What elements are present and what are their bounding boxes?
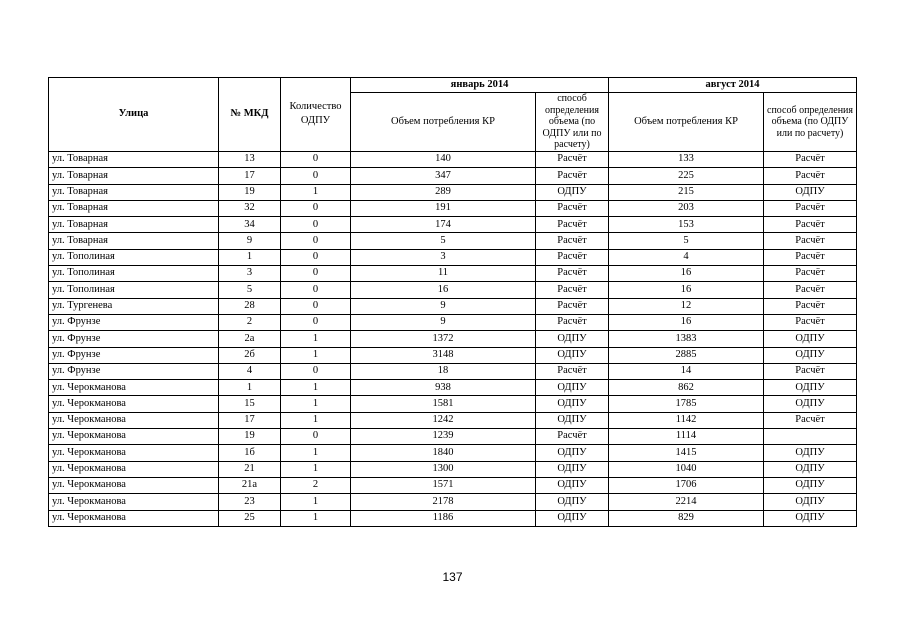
header-volume-january: Объем потребления КР [351,93,536,152]
table-row [49,461,857,477]
volume-august-cell: 2885 [609,347,764,363]
table-row [49,217,857,233]
odpu-count-cell: 1 [281,412,351,428]
method-january-cell: Расчёт [536,249,609,265]
mkd-cell: 1б [219,445,281,461]
table-row [49,412,857,428]
table-row [49,298,857,314]
street-cell: ул. Фрунзе [49,331,219,347]
volume-august-cell: 12 [609,298,764,314]
street-cell: ул. Черокманова [49,494,219,510]
odpu-count-cell: 0 [281,298,351,314]
header-period-january-2014: январь 2014 [351,78,609,93]
table-row [49,233,857,249]
table-row [49,282,857,298]
mkd-cell: 2а [219,331,281,347]
street-cell: ул. Тополиная [49,266,219,282]
mkd-cell: 19 [219,184,281,200]
method-january-cell: ОДПУ [536,445,609,461]
street-cell: ул. Черокманова [49,510,219,526]
method-january-cell: Расчёт [536,314,609,330]
header-period-august-2014: август 2014 [609,78,857,93]
table-row [49,380,857,396]
street-cell: ул. Фрунзе [49,314,219,330]
header-method-august: способ определения объема (по ОДПУ или по расчету) [764,93,857,152]
method-january-cell: ОДПУ [536,494,609,510]
table-row [49,363,857,379]
mkd-cell: 5 [219,282,281,298]
mkd-cell: 1 [219,249,281,265]
mkd-cell: 9 [219,233,281,249]
method-january-cell: ОДПУ [536,347,609,363]
volume-january-cell: 3 [351,249,536,265]
method-august-cell: ОДПУ [764,184,857,200]
volume-january-cell: 1186 [351,510,536,526]
volume-august-cell: 153 [609,217,764,233]
volume-august-cell: 1415 [609,445,764,461]
method-august-cell: ОДПУ [764,461,857,477]
odpu-count-cell: 1 [281,380,351,396]
method-august-cell: ОДПУ [764,331,857,347]
method-january-cell: ОДПУ [536,380,609,396]
method-january-cell: ОДПУ [536,331,609,347]
volume-january-cell: 1581 [351,396,536,412]
table-row [49,200,857,216]
odpu-count-cell: 0 [281,151,351,167]
volume-august-cell: 1785 [609,396,764,412]
odpu-count-cell: 1 [281,510,351,526]
header-odpu-count: Количество ОДПУ [281,78,351,152]
volume-august-cell: 829 [609,510,764,526]
mkd-cell: 13 [219,151,281,167]
table-row [49,347,857,363]
odpu-count-cell: 0 [281,200,351,216]
method-january-cell: ОДПУ [536,461,609,477]
table-row [49,396,857,412]
volume-august-cell: 203 [609,200,764,216]
volume-january-cell: 938 [351,380,536,396]
method-august-cell: Расчёт [764,412,857,428]
method-august-cell: Расчёт [764,363,857,379]
volume-january-cell: 1242 [351,412,536,428]
mkd-cell: 32 [219,200,281,216]
method-january-cell: Расчёт [536,151,609,167]
mkd-cell: 34 [219,217,281,233]
street-cell: ул. Черокманова [49,445,219,461]
volume-august-cell: 1142 [609,412,764,428]
method-january-cell: Расчёт [536,200,609,216]
street-cell: ул. Фрунзе [49,347,219,363]
method-august-cell: Расчёт [764,168,857,184]
mkd-cell: 1 [219,380,281,396]
table-header [49,78,857,152]
volume-august-cell: 16 [609,282,764,298]
mkd-cell: 15 [219,396,281,412]
mkd-cell: 21а [219,477,281,493]
method-august-cell: Расчёт [764,282,857,298]
street-cell: ул. Товарная [49,168,219,184]
volume-august-cell: 16 [609,314,764,330]
street-cell: ул. Черокманова [49,461,219,477]
method-august-cell: Расчёт [764,249,857,265]
odpu-count-cell: 0 [281,314,351,330]
volume-january-cell: 191 [351,200,536,216]
odpu-count-cell: 1 [281,396,351,412]
header-method-january: способ определения объема (по ОДПУ или по расчету) [536,93,609,152]
mkd-cell: 17 [219,412,281,428]
odpu-count-cell: 0 [281,249,351,265]
method-august-cell: Расчёт [764,151,857,167]
volume-january-cell: 9 [351,314,536,330]
volume-january-cell: 140 [351,151,536,167]
method-august-cell: Расчёт [764,298,857,314]
odpu-count-cell: 1 [281,445,351,461]
volume-january-cell: 11 [351,266,536,282]
volume-january-cell: 1571 [351,477,536,493]
method-january-cell: ОДПУ [536,477,609,493]
method-january-cell: Расчёт [536,217,609,233]
method-august-cell: ОДПУ [764,347,857,363]
odpu-count-cell: 1 [281,184,351,200]
street-cell: ул. Черокманова [49,412,219,428]
volume-august-cell: 1114 [609,429,764,445]
method-august-cell: ОДПУ [764,510,857,526]
mkd-cell: 3 [219,266,281,282]
odpu-count-cell: 1 [281,461,351,477]
table-row [49,429,857,445]
table-body [49,151,857,526]
mkd-cell: 25 [219,510,281,526]
method-january-cell: Расчёт [536,298,609,314]
volume-january-cell: 174 [351,217,536,233]
volume-january-cell: 1239 [351,429,536,445]
street-cell: ул. Черокманова [49,380,219,396]
volume-august-cell: 4 [609,249,764,265]
mkd-cell: 2 [219,314,281,330]
street-cell: ул. Тополиная [49,249,219,265]
method-august-cell: Расчёт [764,314,857,330]
consumption-table [48,77,857,527]
table-row [49,510,857,526]
volume-august-cell: 1383 [609,331,764,347]
odpu-count-cell: 2 [281,477,351,493]
mkd-cell: 28 [219,298,281,314]
mkd-cell: 19 [219,429,281,445]
table-row [49,314,857,330]
table-row [49,445,857,461]
odpu-count-cell: 1 [281,331,351,347]
volume-august-cell: 215 [609,184,764,200]
table-row [49,477,857,493]
header-volume-august: Объем потребления КР [609,93,764,152]
method-august-cell: ОДПУ [764,477,857,493]
odpu-count-cell: 1 [281,494,351,510]
method-august-cell: ОДПУ [764,494,857,510]
table-row [49,331,857,347]
header-street: Улица [49,78,219,152]
method-august-cell: ОДПУ [764,396,857,412]
header-mkd: № МКД [219,78,281,152]
volume-january-cell: 9 [351,298,536,314]
volume-august-cell: 133 [609,151,764,167]
method-january-cell: Расчёт [536,233,609,249]
method-january-cell: ОДПУ [536,396,609,412]
table-row [49,494,857,510]
method-january-cell: Расчёт [536,266,609,282]
method-january-cell: Расчёт [536,363,609,379]
volume-august-cell: 1040 [609,461,764,477]
odpu-count-cell: 0 [281,217,351,233]
volume-january-cell: 1300 [351,461,536,477]
volume-august-cell: 5 [609,233,764,249]
method-january-cell: Расчёт [536,168,609,184]
method-august-cell: Расчёт [764,200,857,216]
page-number: 137 [442,570,463,584]
volume-january-cell: 3148 [351,347,536,363]
table-row [49,168,857,184]
street-cell: ул. Товарная [49,151,219,167]
odpu-count-cell: 0 [281,168,351,184]
mkd-cell: 4 [219,363,281,379]
volume-january-cell: 347 [351,168,536,184]
volume-august-cell: 225 [609,168,764,184]
volume-january-cell: 1840 [351,445,536,461]
volume-january-cell: 1372 [351,331,536,347]
volume-january-cell: 2178 [351,494,536,510]
street-cell: ул. Тургенева [49,298,219,314]
table-row [49,266,857,282]
street-cell: ул. Тополиная [49,282,219,298]
volume-august-cell: 862 [609,380,764,396]
odpu-count-cell: 0 [281,233,351,249]
method-january-cell: ОДПУ [536,184,609,200]
method-august-cell: ОДПУ [764,380,857,396]
street-cell: ул. Фрунзе [49,363,219,379]
mkd-cell: 2б [219,347,281,363]
odpu-count-cell: 1 [281,347,351,363]
mkd-cell: 23 [219,494,281,510]
method-august-cell [764,429,857,445]
method-august-cell: Расчёт [764,233,857,249]
odpu-count-cell: 0 [281,363,351,379]
volume-august-cell: 2214 [609,494,764,510]
table-row [49,249,857,265]
odpu-count-cell: 0 [281,429,351,445]
method-january-cell: ОДПУ [536,510,609,526]
method-august-cell: ОДПУ [764,445,857,461]
method-august-cell: Расчёт [764,217,857,233]
table-row [49,151,857,167]
street-cell: ул. Товарная [49,217,219,233]
street-cell: ул. Черокманова [49,396,219,412]
street-cell: ул. Товарная [49,184,219,200]
street-cell: ул. Товарная [49,233,219,249]
header-row-periods [49,78,857,93]
volume-january-cell: 289 [351,184,536,200]
method-january-cell: Расчёт [536,429,609,445]
street-cell: ул. Черокманова [49,429,219,445]
mkd-cell: 21 [219,461,281,477]
volume-january-cell: 5 [351,233,536,249]
method-august-cell: Расчёт [764,266,857,282]
street-cell: ул. Черокманова [49,477,219,493]
volume-august-cell: 1706 [609,477,764,493]
street-cell: ул. Товарная [49,200,219,216]
method-january-cell: ОДПУ [536,412,609,428]
mkd-cell: 17 [219,168,281,184]
table-row [49,184,857,200]
volume-january-cell: 18 [351,363,536,379]
odpu-count-cell: 0 [281,282,351,298]
volume-august-cell: 16 [609,266,764,282]
volume-august-cell: 14 [609,363,764,379]
method-january-cell: Расчёт [536,282,609,298]
volume-january-cell: 16 [351,282,536,298]
odpu-count-cell: 0 [281,266,351,282]
